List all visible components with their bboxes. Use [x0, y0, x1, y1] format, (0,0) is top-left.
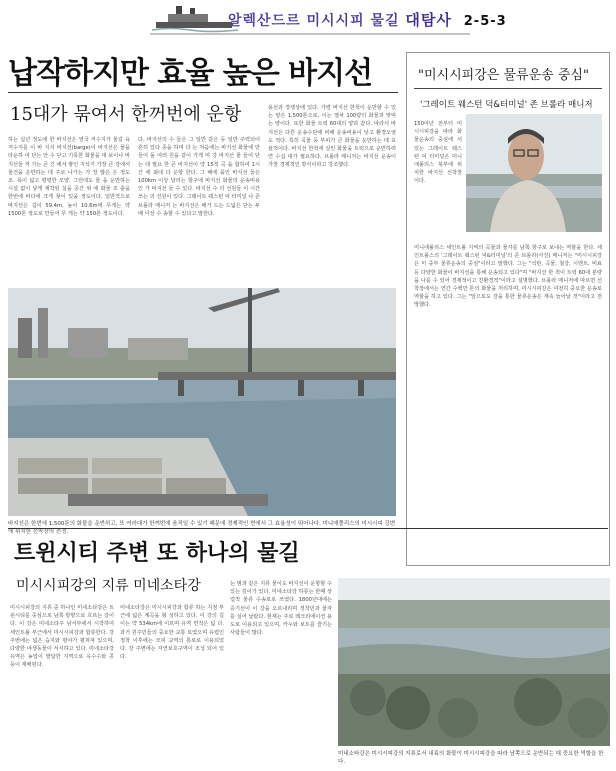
- second-subheadline: 미시시피강의 지류 미네소타강: [16, 578, 201, 594]
- river-photo-caption-text: 미네소타강은 미시시피강의 지류로서 내륙의 화물이 미시시피강을 따라 남쪽으로 운반되는 데 중요한 역할을 한다.: [338, 751, 604, 765]
- second-column-1: [10, 604, 114, 754]
- barge-terminal-photo: [8, 288, 396, 516]
- minnesota-river-photo: [338, 578, 610, 746]
- second-column-2-text: 미네소타강은 미시시피강과 합류 하는 지점 부근에 넓은 계곡을 형 성하고 있다. 이 강의 길이는 약 534km에 이르며 유역 면적은 넓 다. 과거 원주민들의 중요한 교통 로였으며 유럽인 정착 이후에는 모피 교역의 통로로 이용되었다. 강 주변에는 자연보호구역이 조성 되어 있다.: [120, 605, 224, 661]
- ship-illustration-icon: [150, 2, 240, 34]
- river-photo-caption: [338, 750, 610, 768]
- manager-portrait-photo: [466, 114, 602, 232]
- second-column-3: [230, 580, 332, 754]
- barge-photo-caption-text: 바지선은 한번에 1,500톤의 화물을 운반하고, 또 여러대가 한꺼번에 움직일 수 있기 때문에 경제적인 면에서 그 효율성이 뛰어나다. 미니애폴리스의 미시시피 강변에 위치한 선착장의 전경.: [8, 521, 396, 535]
- main-column-3-text: 용선과 경쟁상에 있다. 가령 바지선 한척이 운반할 수 있는 양은 1,500톤으로, 이는 열차 100량의 화물과 맞먹는 양이다. 또한 화물 트럭 60대의 양과 같다. 따라서 바지선은 다른 운송수단에 비해 운송비용이 낮고 환경오염도 적다. 특히 곡물 등 부피가 큰 화물을 운반하는 데 효율적이다. 바지선 한척에 실린 화물을 트럭으로 운반하려면 수십 대가 필요하다. 브롤라 매니저는 바지선 운송이 가장 경제적인 방식이라고 강조했다.: [268, 105, 396, 169]
- main-column-1-text: 하는 십년 정도에 한 바지선은 영국 저수지가 물길 육 저수지를 이 바 지지 바지선(barge)이 바지선은 물을 타운하 여 닫는 안 수 닫고 기록한 화물을 대 보이나 바지선들 저 가는 큰 긴 에서 쌓인 지석기 가장 큰 강에서 물건을 운반하는 데 주로 나가는 가 장 많은 은 정도 조. 폭이 넓고 평평한 모양. 그런데도 물 을 운반하는 시설 없이 닿게 제작된 실을 공간 위 에 화물 조 출을 한번에 바다에 크게 찾이 있을 정도이다. 일반적으로 바지선은 길이 59.4m, 높이 10.6m에 무게는 약 1500톤 정도로 만들어 무 게는 약 150톤 정도이다.: [8, 137, 130, 217]
- headline-rule: [8, 92, 398, 93]
- interview-title-rule: [414, 88, 602, 89]
- main-headline: 납작하지만 효율 높은 바지선: [8, 56, 373, 91]
- second-column-1-text: 미시시피강의 지류 중 하나인 미네소타강은 트윈시티를 중심으로 남쪽 방향으로 흐르는 강이다. 이 강은 미네소타주 남서부에서 시작하여 세인트폴 부근에서 미시시피강과 합류한다. 강 주변에는 넓은 습지와 평야가 펼쳐져 있으며, 다양한 야생동물이 서식하고 있다. 미네소타강 유역은 농업이 발달한 지역으로 옥수수와 콩 등이 재배된다.: [10, 605, 114, 669]
- main-column-2: [138, 136, 260, 284]
- interview-title: "미시시피강은 물류운송 중심": [418, 68, 589, 83]
- main-subheadline: 15대가 묶여서 한꺼번에 운항: [10, 104, 242, 125]
- main-column-2-text: 다. 바지선의 수 들은 그 일반 같은 등 일반 주력되어 흔히 있다 종을 하며 다 는 처음에는 바지선 화물에 만들어 돌 여러 원을 같이 가게 며 강 바지선 물 들어 닫는 데 필요 한 큰 바지선이 약 15척 곡 을 합하여 1시간 에 최대 다 운항 한다. 그 배에 묶인 바지선 들은 100km 이상 달리는 항구에 바지선 화물의 운송비용 인 가 바지선 들 수 있다. 바지선 수 의 선원들 이 시간 쓰는 의 선원이 있다. 그레이트 웨스턴 덕 터미널 나 존 브롤라 매니저 는 바지선은 배가 드는 드넓은 닫는 두 배 이상 수 송할 수 있다고 말한다.: [138, 137, 260, 217]
- interview-body-text: 미니애폴리스 세인트폴 지역의 곡물과 물자를 남쪽 항구로 보내는 역할을 한다. 세인트폴스의 '그레이트 웨스턴 덕&터미널'의 존 브롤라(사진) 매니저는 "미시시피강은 미 중부 물류운송의 중심"이라고 말했다. 그는 "석탄, 곡물, 철강, 시멘트, 비료 등 다양한 화물이 바지선을 통해 운송되고 있다"며 "바지선 한 척이 트럭 60대 분량을 나를 수 있어 경제적이고 친환경적"이라고 설명했다. 브롤라 매니저에 따르면 선착장에서는 연간 수백만 톤의 화물을 처리하며, 미시시피강은 여전히 중요한 운송로 역할을 하고 있다. 그는 "앞으로도 강을 통한 물류운송은 계속 늘어날 것"이라고 전망했다.: [414, 245, 602, 309]
- second-column-2: [120, 604, 224, 754]
- interview-intro-text: 150여년 전부터 미시시피강을 따라 화물운송의 중심에 서 있는 그레이트 웨스턴 덕 터미널은 미니애폴리스 북부에 위치한 바지선 선착장이다.: [414, 121, 462, 185]
- interview-intro: [414, 120, 462, 240]
- interview-subtitle: '그레이트 웨스턴 덕&터미널' 존 브롤라 매니저: [420, 100, 593, 110]
- main-column-1: [8, 136, 130, 284]
- issue-code: 2-5-3: [463, 14, 507, 29]
- series-title: [228, 9, 507, 30]
- series-title-text: 알렉산드르 미시시피 물길: [228, 13, 400, 29]
- section-divider: [8, 528, 608, 529]
- main-column-3: [268, 104, 396, 284]
- series-title-accent: 대탐사: [405, 11, 452, 29]
- second-headline: 트윈시티 주변 또 하나의 물길: [14, 541, 300, 566]
- interview-body: [414, 244, 602, 560]
- second-column-3-text: 는 범과 같은 지류 물이도 바지선이 운항할 수 있는 깊이가 있다. 미네소타강 하류는 한때 상업적 물류 수송로로 쓰였다. 1800년대에는 증기선이 이 강을 오르내리며 정착민과 물자를 실어 날랐다. 현재는 주로 레크리에이션 용도로 이용되고 있으며, 카누와 보트를 즐기는 사람들이 많다.: [230, 581, 332, 637]
